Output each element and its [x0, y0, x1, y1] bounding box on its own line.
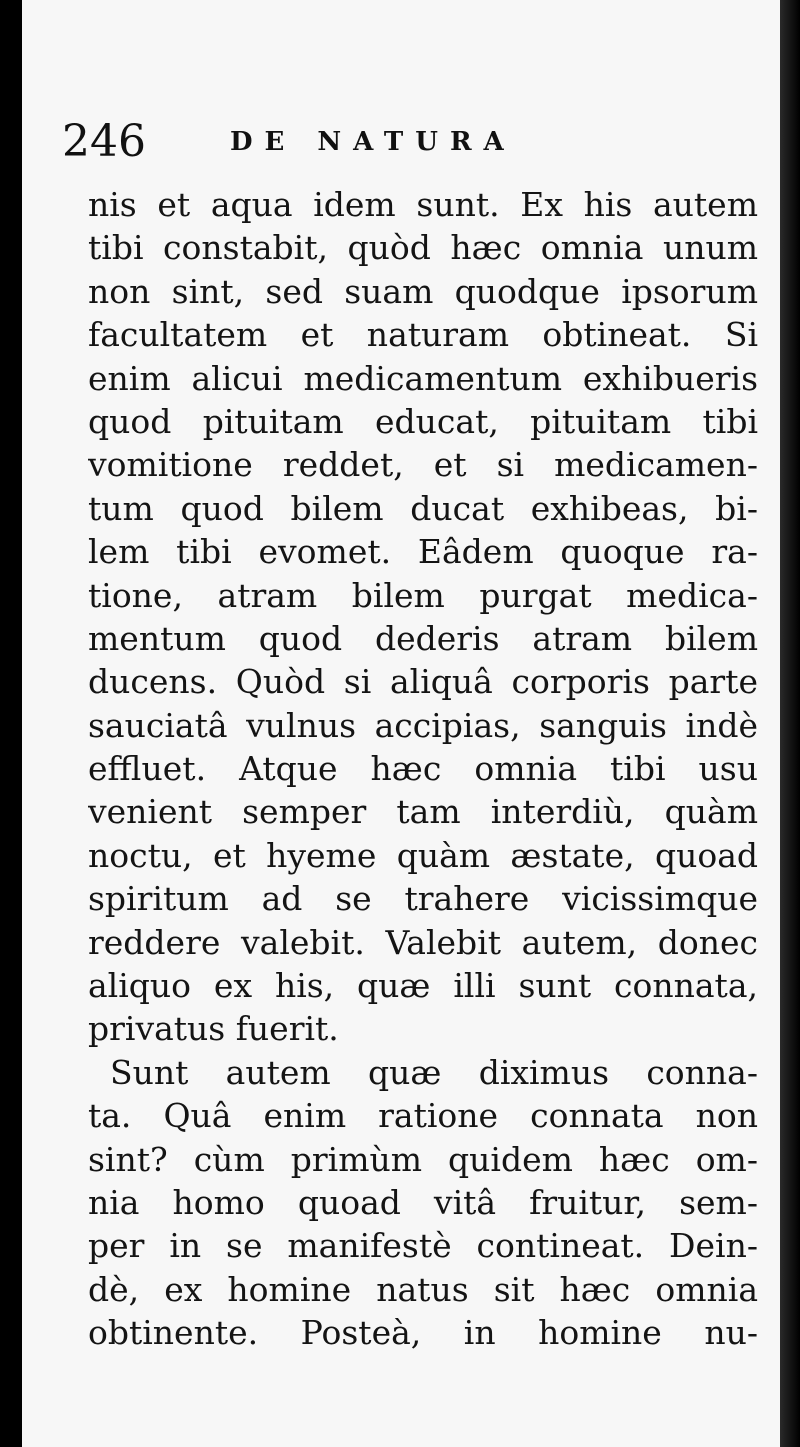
body-text [88, 183, 758, 1355]
text-line: vomitione reddet, et si medicamen- [88, 445, 758, 485]
text-line: enim alicui medicamentum exhibueris [88, 358, 758, 398]
text-line: noctu, et hyeme quàm æstate, quoad [88, 835, 758, 875]
text-line: mentum quod dederis atram bilem [88, 618, 758, 658]
text-line: sauciatâ vulnus accipias, sanguis indè [88, 705, 758, 745]
text-line: venient semper tam interdiù, quàm [88, 792, 758, 832]
paragraph-end-line: privatus fuerit. [88, 1009, 339, 1049]
text-line: dè, ex homine natus sit hæc omnia [88, 1269, 758, 1309]
text-line: effluet. Atque hæc omnia tibi usu [88, 749, 758, 789]
text-line: facultatem et naturam obtineat. Si [88, 315, 758, 355]
text-line: reddere valebit. Valebit autem, donec [88, 922, 758, 962]
paragraph-start-line: Sunt autem quæ diximus conna- [110, 1052, 758, 1092]
text-line: ducens. Quòd si aliquâ corporis parte [88, 662, 758, 702]
text-line: tione, atram bilem purgat medica- [88, 575, 758, 615]
text-line: lem tibi evomet. Eâdem quoque ra- [88, 532, 758, 572]
text-line: non sint, sed suam quodque ipsorum [88, 271, 758, 311]
text-line: nia homo quoad vitâ fruitur, sem- [88, 1182, 758, 1222]
text-line: aliquo ex his, quæ illi sunt connata, [88, 966, 758, 1006]
text-line: per in se manifestè contineat. Dein- [88, 1226, 758, 1266]
text-line: tibi constabit, quòd hæc omnia unum [88, 228, 758, 268]
text-line: sint? cùm primùm quidem hæc om- [88, 1139, 758, 1179]
text-line: tum quod bilem ducat exhibeas, bi- [88, 488, 758, 528]
running-title: DE NATURA [230, 127, 516, 157]
text-line: quod pituitam educat, pituitam tibi [88, 401, 758, 441]
text-line: spiritum ad se trahere vicissimque [88, 879, 758, 919]
text-line: nis et aqua idem sunt. Ex his autem [88, 185, 758, 224]
page-header [62, 112, 762, 172]
text-line: obtinente. Posteà, in homine nu- [88, 1313, 758, 1353]
page-edge-shadow [780, 0, 800, 1447]
text-line: ta. Quâ enim ratione connata non [88, 1096, 758, 1136]
page-number: 246 [62, 116, 146, 167]
